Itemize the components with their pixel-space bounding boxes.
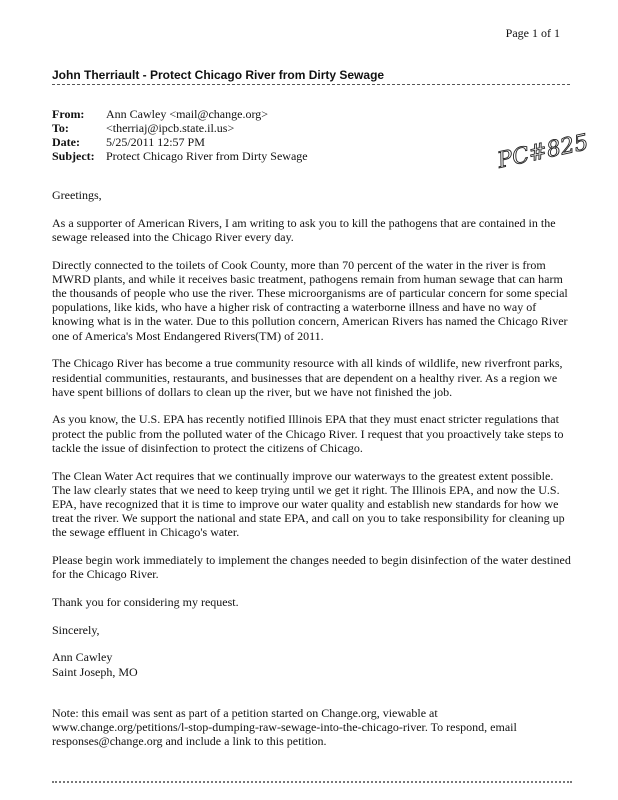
email-headers <box>52 107 308 163</box>
paragraph: Thank you for considering my request. <box>52 594 239 609</box>
header-label: From: <box>52 107 85 121</box>
paragraph: As a supporter of American Rivers, I am writing to ask you to kill the pathogens that are contained in the sewage released into the Chicago River every day. <box>52 215 556 244</box>
petition-note: Note: this email was sent as part of a petition started on Change.org, viewable at www.change.org/petitions/l-stop-dumping-raw-sewage-into-the-chicago-river. To respond, email responses@change.org and include a link to this petition. <box>52 705 517 749</box>
sender-name: Ann Cawley <box>52 650 113 665</box>
header-label: Subject: <box>52 149 95 163</box>
stamp-text: PC#825 <box>495 130 591 174</box>
page-number: Page 1 of 1 <box>505 26 560 40</box>
header-value: Ann Cawley <mail@change.org> <box>106 107 268 121</box>
greeting: Greetings, <box>52 188 102 202</box>
sender-location: Saint Joseph, MO <box>52 664 138 679</box>
handwritten-stamp <box>490 118 591 178</box>
paragraph: The Chicago River has become a true community resource with all kinds of wildlife, new riverfront parks, residential communities, restaurants, and businesses that are dependent on a healthy river. As a region we have spent billions of dollars to clean up the river, but we have not finished the job. <box>52 356 563 399</box>
header-value: <therriaj@ipcb.state.il.us> <box>106 121 235 135</box>
paragraph: Please begin work immediately to implement the changes needed to begin disinfection of the water destined for the Chicago River. <box>52 553 571 582</box>
footer-scan-artifact <box>52 781 572 785</box>
header-date <box>52 135 308 149</box>
paragraph: The Clean Water Act requires that we continually improve our waterways to the greatest extent possible. The law clearly states that we need to keep trying until we get it right. The Illinois EPA, and now the U.S. EPA, have recognized that it is time to improve our water quality and establish new standards for how we treat the river. We support the national and state EPA, and call on you to take responsibility for cleaning up the sewage effluent in Chicago's water. <box>52 468 565 540</box>
document-title: John Therriault - Protect Chicago River from Dirty Sewage <box>52 68 385 82</box>
paragraph: As you know, the U.S. EPA has recently notified Illinois EPA that they must enact stricter regulations that protect the public from the polluted water of the Chicago River. I request that you proactively take steps to tackle the issue of disinfection to protect the citizens of Chicago. <box>52 412 564 455</box>
paragraph: Directly connected to the toilets of Cook County, more than 70 percent of the water in the river is from MWRD plants, and while it receives basic treatment, pathogens remain from human sewage that can harm the thousands of people who use the river. These microorganisms are of particular concern for some special populations, like kids, who have a higher risk of contracting a waterborne illness and have no way of knowing what is in the water. Due to this pollution concern, American Rivers has named the Chicago River one of America's Most Endangered Rivers(TM) of 2011. <box>52 257 568 343</box>
header-label: Date: <box>52 135 80 149</box>
title-divider <box>52 84 570 85</box>
header-to <box>52 121 308 135</box>
header-from <box>52 107 308 121</box>
header-subject <box>52 149 308 163</box>
header-label: To: <box>52 121 69 135</box>
header-value: 5/25/2011 12:57 PM <box>106 135 205 149</box>
email-body <box>52 188 572 762</box>
closing: Sincerely, <box>52 622 100 637</box>
header-value: Protect Chicago River from Dirty Sewage <box>106 149 308 163</box>
